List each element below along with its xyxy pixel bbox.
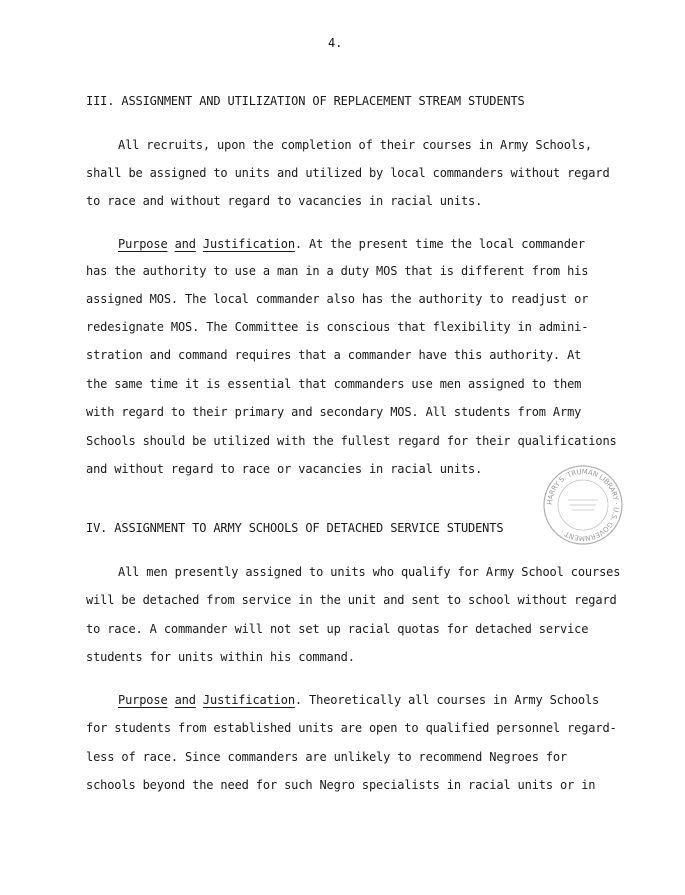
paragraph-line: All recruits, upon the completion of their courses in Army Schools,: [118, 138, 592, 152]
paragraph-line: will be detached from service in the unit and sent to school without regard: [86, 593, 617, 607]
justification-first-line: [118, 693, 599, 707]
paragraph-line: to race and without regard to vacancies in racial units.: [86, 194, 483, 208]
paragraph-line: All men presently assigned to units who qualify for Army School courses: [118, 565, 621, 579]
paragraph-line: for students from established units are open to qualified personnel regard-: [86, 721, 617, 735]
and-label: and: [174, 237, 196, 251]
justification-label: Justification: [202, 693, 295, 707]
paragraph-line: less of race. Since commanders are unlikely to recommend Negroes for: [86, 750, 568, 764]
and-label: and: [174, 693, 196, 707]
paragraph-line: stration and command requires that a commander have this authority. At: [86, 348, 582, 362]
paragraph-line: has the authority to use a man in a duty MOS that is different from his: [86, 264, 589, 278]
paragraph-line: the same time it is essential that commanders use men assigned to them: [86, 377, 582, 391]
justification-label: Justification: [202, 237, 295, 251]
page-number: 4.: [328, 36, 343, 50]
justification-first-line: [118, 237, 585, 251]
paragraph-line: shall be assigned to units and utilized by local commanders without regard: [86, 166, 610, 180]
justification-first-line-text: . At the present time the local commander: [294, 237, 585, 251]
paragraph-line: Schools should be utilized with the fullest regard for their qualifications: [86, 434, 617, 448]
paragraph-line: with regard to their primary and secondary MOS. All students from Army: [86, 405, 582, 419]
purpose-label: Purpose: [118, 693, 168, 707]
stamp-text: HARRY S. TRUMAN LIBRARY · U.S. GOVERNMENT ·: [545, 467, 621, 543]
paragraph-line: and without regard to race or vacancies in racial units.: [86, 462, 483, 476]
justification-first-line-text: . Theoretically all courses in Army Schools: [294, 693, 600, 707]
paragraph-line: schools beyond the need for such Negro specialists in racial units or in: [86, 778, 596, 792]
archive-stamp: [542, 464, 624, 546]
section-heading-iv: IV. ASSIGNMENT TO ARMY SCHOOLS OF DETACHED SERVICE STUDENTS: [86, 521, 504, 535]
paragraph-line: redesignate MOS. The Committee is conscious that flexibility in admini-: [86, 320, 589, 334]
purpose-label: Purpose: [118, 237, 168, 251]
paragraph-line: students for units within his command.: [86, 650, 355, 664]
paragraph-line: assigned MOS. The local commander also has the authority to readjust or: [86, 292, 589, 306]
section-heading-iii: III. ASSIGNMENT AND UTILIZATION OF REPLACEMENT STREAM STUDENTS: [86, 94, 525, 108]
paragraph-line: to race. A commander will not set up racial quotas for detached service: [86, 622, 589, 636]
